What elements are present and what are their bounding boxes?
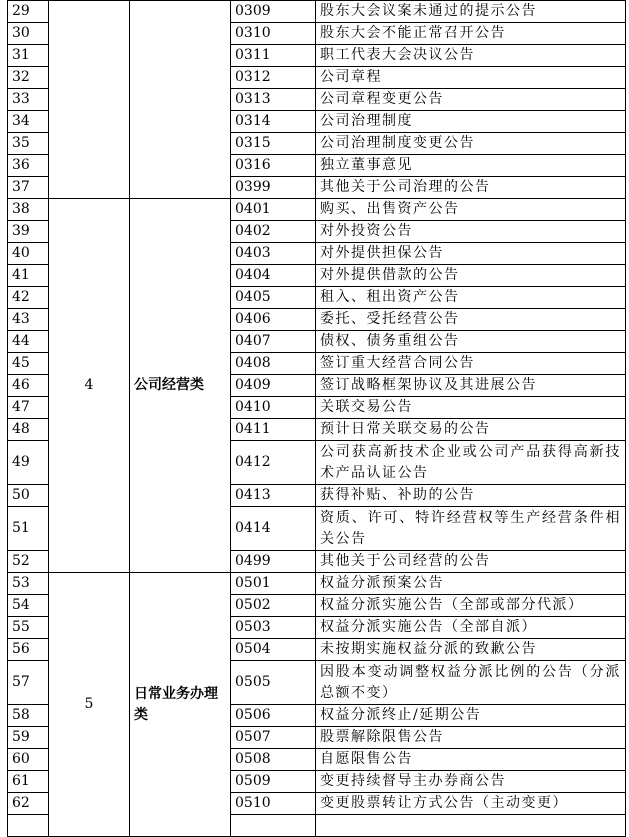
announcement-title: 权益分派终止/延期公告 xyxy=(316,705,626,727)
row-number: 35 xyxy=(8,133,49,155)
row-number: 31 xyxy=(8,45,49,67)
announcement-title: 签订重大经营合同公告 xyxy=(316,353,626,375)
row-number: 56 xyxy=(8,639,49,661)
row-number: 45 xyxy=(8,353,49,375)
announcement-title: 获得补贴、补助的公告 xyxy=(316,485,626,507)
type-code: 0507 xyxy=(231,727,316,749)
category-id: 4 xyxy=(49,199,130,573)
announcement-title: 购买、出售资产公告 xyxy=(316,199,626,221)
row-number: 62 xyxy=(8,793,49,815)
type-code: 0509 xyxy=(231,771,316,793)
announcement-title: 预计日常关联交易的公告 xyxy=(316,419,626,441)
announcement-title: 其他关于公司经营的公告 xyxy=(316,551,626,573)
table-row xyxy=(8,1,626,23)
type-code: 0413 xyxy=(231,485,316,507)
type-code: 0504 xyxy=(231,639,316,661)
row-number: 32 xyxy=(8,67,49,89)
announcement-title: 权益分派实施公告（全部自派） xyxy=(316,617,626,639)
row-number: 49 xyxy=(8,441,49,485)
type-code: 0501 xyxy=(231,573,316,595)
type-code: 0503 xyxy=(231,617,316,639)
type-code: 0312 xyxy=(231,67,316,89)
row-number: 38 xyxy=(8,199,49,221)
type-code: 0408 xyxy=(231,353,316,375)
row-number: 59 xyxy=(8,727,49,749)
announcement-title: 对外投资公告 xyxy=(316,221,626,243)
type-code: 0313 xyxy=(231,89,316,111)
category-id: 5 xyxy=(49,573,130,837)
announcement-title: 租入、租出资产公告 xyxy=(316,287,626,309)
type-code: 0314 xyxy=(231,111,316,133)
row-number: 34 xyxy=(8,111,49,133)
announcement-title: 自愿限售公告 xyxy=(316,749,626,771)
type-code: 0403 xyxy=(231,243,316,265)
announcement-title: 债权、债务重组公告 xyxy=(316,331,626,353)
type-code: 0315 xyxy=(231,133,316,155)
announcement-title: 权益分派实施公告（全部或部分代派） xyxy=(316,595,626,617)
row-number: 44 xyxy=(8,331,49,353)
announcement-title: 未按期实施权益分派的致歉公告 xyxy=(316,639,626,661)
announcement-title: 公司治理制度变更公告 xyxy=(316,133,626,155)
row-number: 53 xyxy=(8,573,49,595)
announcement-title: 签订战略框架协议及其进展公告 xyxy=(316,375,626,397)
table-row xyxy=(8,199,626,221)
type-code: 0311 xyxy=(231,45,316,67)
announcement-title: 委托、受托经营公告 xyxy=(316,309,626,331)
row-number: 51 xyxy=(8,507,49,551)
row-number: 29 xyxy=(8,1,49,23)
type-code: 0310 xyxy=(231,23,316,45)
type-code: 0399 xyxy=(231,177,316,199)
type-code: 0407 xyxy=(231,331,316,353)
announcement-title: 变更持续督导主办券商公告 xyxy=(316,771,626,793)
row-number: 46 xyxy=(8,375,49,397)
table-row xyxy=(8,573,626,595)
announcement-title: 公司章程 xyxy=(316,67,626,89)
type-code: 0406 xyxy=(231,309,316,331)
type-code: 0309 xyxy=(231,1,316,23)
announcement-title: 对外提供担保公告 xyxy=(316,243,626,265)
row-number: 39 xyxy=(8,221,49,243)
row-number: 61 xyxy=(8,771,49,793)
announcement-title: 其他关于公司治理的公告 xyxy=(316,177,626,199)
category-name: 日常业务办理类 xyxy=(130,573,231,837)
announcement-title: 对外提供借款的公告 xyxy=(316,265,626,287)
announcement-title: 公司治理制度 xyxy=(316,111,626,133)
type-code: 0508 xyxy=(231,749,316,771)
row-number: 36 xyxy=(8,155,49,177)
row-number: 54 xyxy=(8,595,49,617)
type-code: 0401 xyxy=(231,199,316,221)
row-number: 40 xyxy=(8,243,49,265)
row-number: 47 xyxy=(8,397,49,419)
announcement-title: 权益分派预案公告 xyxy=(316,573,626,595)
announcement-title: 因股本变动调整权益分派比例的公告（分派总额不变） xyxy=(316,661,626,705)
type-code: 0410 xyxy=(231,397,316,419)
row-number: 57 xyxy=(8,661,49,705)
row-number: 48 xyxy=(8,419,49,441)
type-code: 0411 xyxy=(231,419,316,441)
row-number: 60 xyxy=(8,749,49,771)
announcement-title: 变更股票转让方式公告（主动变更） xyxy=(316,793,626,815)
announcement-title: 资质、许可、特许经营权等生产经营条件相关公告 xyxy=(316,507,626,551)
announcement-title: 股东大会议案未通过的提示公告 xyxy=(316,1,626,23)
row-number: 52 xyxy=(8,551,49,573)
type-code: 0505 xyxy=(231,661,316,705)
row-number: 41 xyxy=(8,265,49,287)
type-code: 0405 xyxy=(231,287,316,309)
announcement-title: 公司章程变更公告 xyxy=(316,89,626,111)
type-code: 0414 xyxy=(231,507,316,551)
row-number: 55 xyxy=(8,617,49,639)
type-code: 0499 xyxy=(231,551,316,573)
row-number: 43 xyxy=(8,309,49,331)
type-code: 0316 xyxy=(231,155,316,177)
announcement-title: 独立董事意见 xyxy=(316,155,626,177)
type-code: 0502 xyxy=(231,595,316,617)
row-number: 50 xyxy=(8,485,49,507)
type-code: 0409 xyxy=(231,375,316,397)
type-code: 0506 xyxy=(231,705,316,727)
announcement-title: 关联交易公告 xyxy=(316,397,626,419)
announcement-title: 股东大会不能正常召开公告 xyxy=(316,23,626,45)
announcement-title: 公司获高新技术企业或公司产品获得高新技术产品认证公告 xyxy=(316,441,626,485)
row-number: 37 xyxy=(8,177,49,199)
announcement-title: 职工代表大会决议公告 xyxy=(316,45,626,67)
row-number: 30 xyxy=(8,23,49,45)
announcement-category-table xyxy=(7,0,626,837)
type-code: 0412 xyxy=(231,441,316,485)
row-number: 33 xyxy=(8,89,49,111)
type-code: 0404 xyxy=(231,265,316,287)
category-name: 公司经营类 xyxy=(130,199,231,573)
announcement-title: 股票解除限售公告 xyxy=(316,727,626,749)
type-code: 0402 xyxy=(231,221,316,243)
type-code: 0510 xyxy=(231,793,316,815)
category-id xyxy=(49,1,130,199)
row-number: 58 xyxy=(8,705,49,727)
row-number: 42 xyxy=(8,287,49,309)
category-name xyxy=(130,1,231,199)
